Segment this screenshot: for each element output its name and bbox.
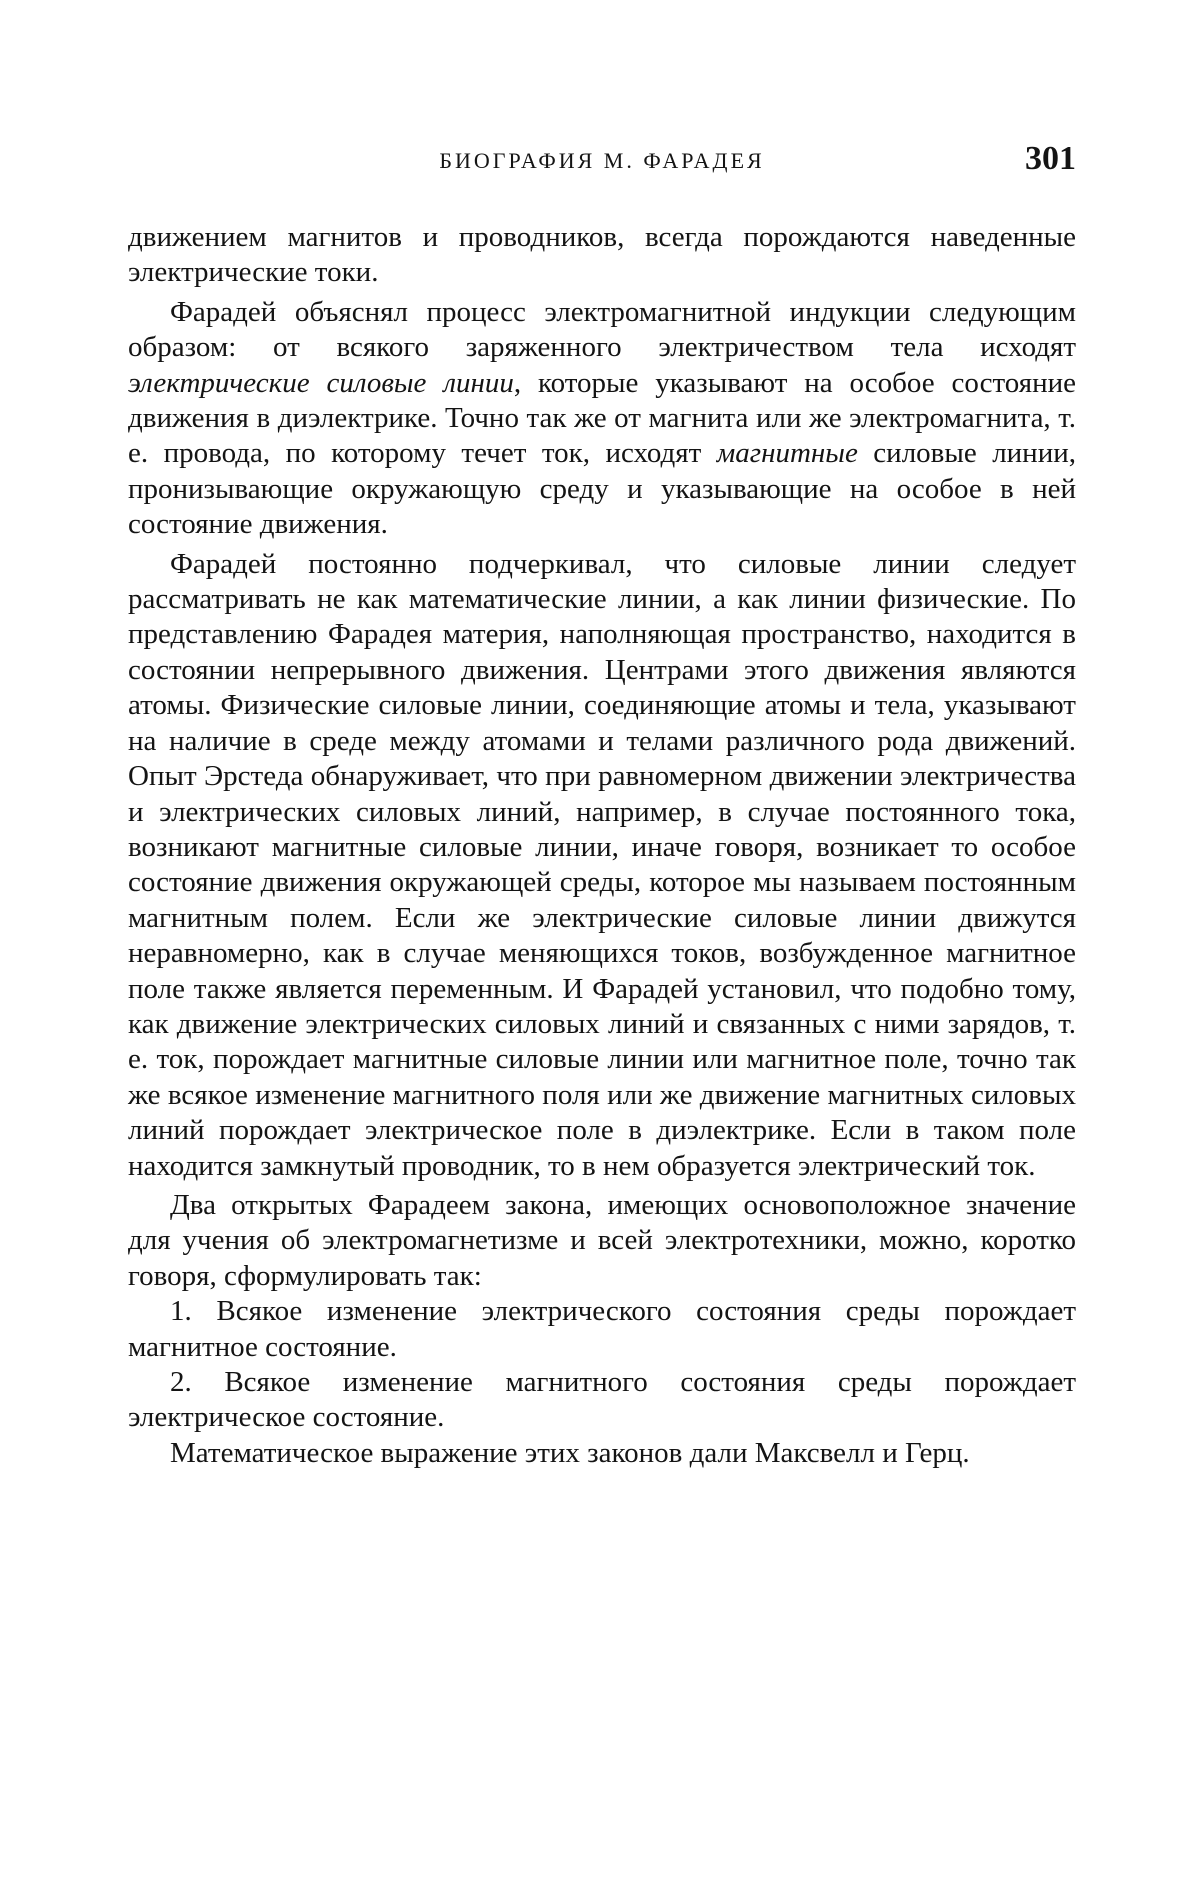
paragraph-physical-lines: Фарадей постоянно подчеркивал, что силовые линии следует рассматривать не как математические линии, а как линии физические. По представлению Фарадея материя, наполняющая пространство, находится в состоянии непрерывного движения. Центрами этого движения являются атомы. Физические силовые линии, соединяющие атомы и тела, указывают на наличие в среде между атомами и телами различного рода движений. Опыт Эрстеда обнаруживает, что при равномерном движении электричества и электрических силовых линий, например, в случае постоянного тока, возникают магнитные силовые линии, иначе говоря, возникает то особое состояние движения окружающей среды, которое мы называем постоянным магнитным полем. Если же электрические силовые линии движутся неравномерно, как в случае меняющихся токов, возбужденное магнитное поле также является переменным. И Фарадей установил, что подобно тому, как движение электрических силовых линий и связанных с ними зарядов, т. е. ток, порождает магнитные силовые линии или магнитное поле, точно так же всякое изменение магнитного поля или же движение магнитных силовых линий порождает электрическое поле в диэлектрике. Если в таком поле находится замкнутый проводник, то в нем образуется электрический ток. <box>128 547 1076 1182</box>
paragraph-text: силовые линии, пронизывающие окружающую среду и указывающие на особое в ней состояние движения. <box>128 437 1076 541</box>
page-number: 301 <box>1025 140 1076 177</box>
body-text <box>128 220 1076 1471</box>
italic-term-magnetic: магнитные <box>716 437 858 470</box>
paragraph-continuation: движением магнитов и проводников, всегда порождаются наведенные электрические токи. <box>128 221 1076 289</box>
paragraph-text: Фарадей объяснял процесс электромагнитной индукции следующим образом: от всякого заряженного электричеством тела исходят <box>128 295 1076 364</box>
law-2: 2. Всякое изменение магнитного состояния среды порождает электрическое состояние. <box>128 1366 1076 1434</box>
paragraph-maxwell-hertz: Математическое выражение этих законов дали Максвелл и Герц. <box>170 1436 970 1469</box>
italic-term-electric-lines: электрические силовые линии <box>128 366 514 399</box>
running-title: БИОГРАФИЯ М. ФАРАДЕЯ <box>439 148 765 173</box>
running-head <box>128 140 1076 184</box>
paragraph-text: , которые указывают на особое состояние движения в диэлектрике. Точно так же от магнита или же электромагнита, т. е. провода, по которому течет ток, исходят <box>128 366 1076 470</box>
paragraph-two-laws: Два открытых Фарадеем закона, имеющих основоположное значение для учения об электромагнетизме и всей электротехники, можно, коротко говоря, сформулировать так: <box>128 1188 1076 1292</box>
law-1: 1. Всякое изменение электрического состояния среды порождает магнитное состояние. <box>128 1295 1076 1363</box>
paragraph-induction-explanation <box>128 295 1076 543</box>
book-page <box>128 140 1076 1471</box>
